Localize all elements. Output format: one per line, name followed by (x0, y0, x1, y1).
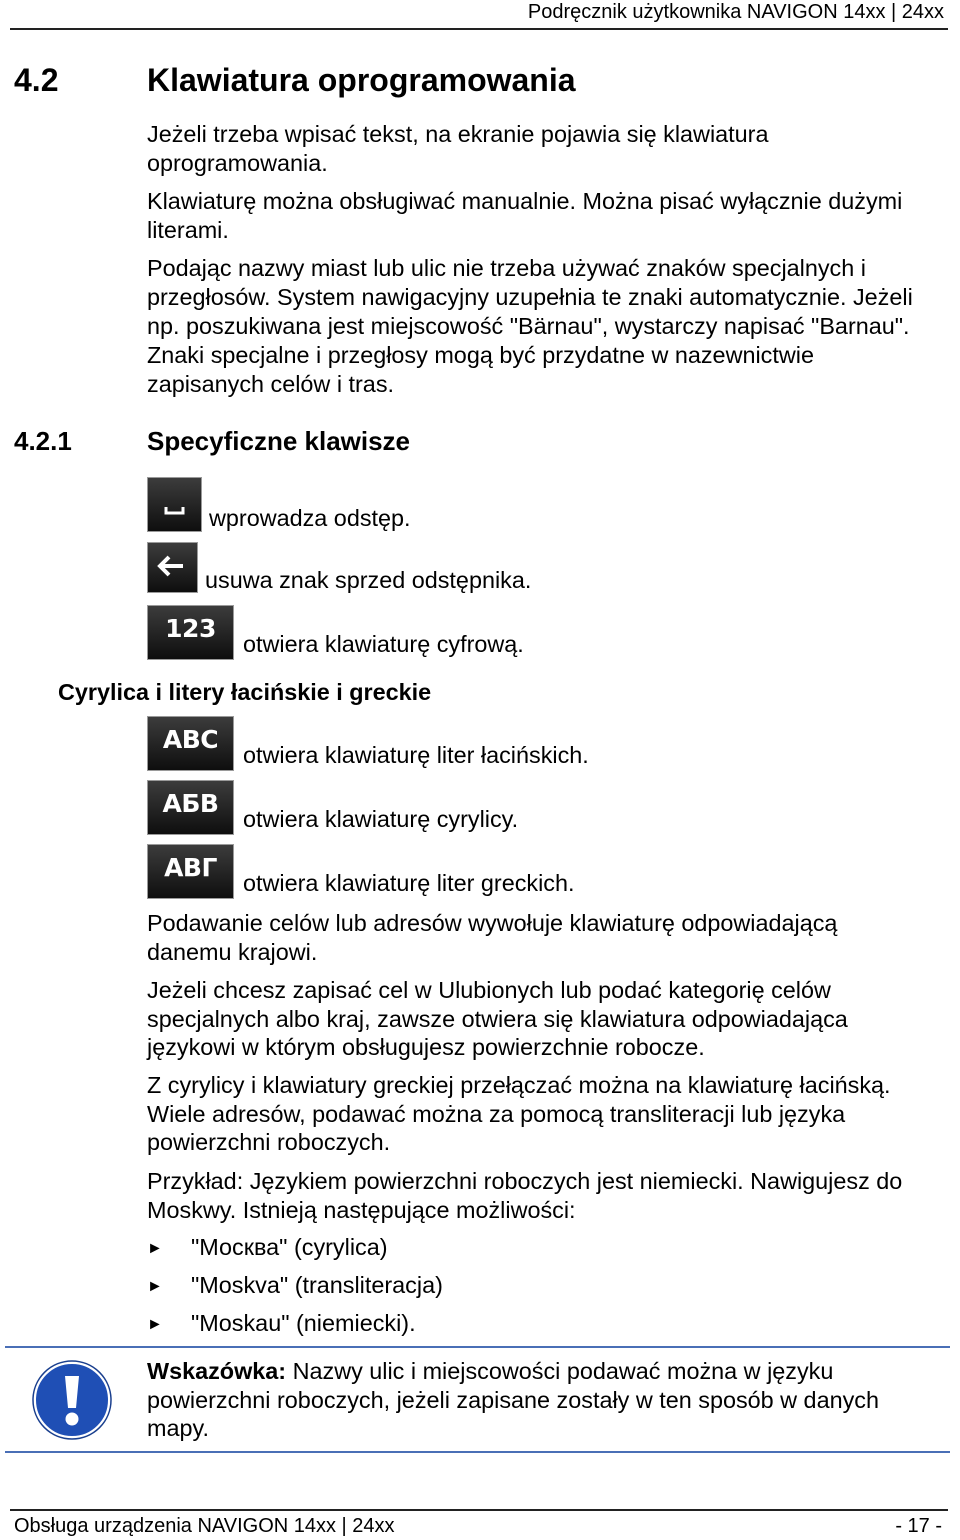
cyrillic-key-icon (147, 780, 234, 835)
note-text (147, 1357, 947, 1443)
option-item: "Moskva" (transliteracja) (191, 1272, 443, 1298)
section-number: 4.2 (14, 62, 59, 98)
note-top-rule (5, 1346, 950, 1348)
bullet-marker: ► (147, 1278, 163, 1295)
option-item: "Москва" (cyrylica) (191, 1234, 388, 1260)
alphabet-heading: Cyrylica i litery łacińskie i greckie (58, 679, 432, 705)
greek-key-icon (147, 844, 234, 899)
body-paragraph-1: Podawanie celów lub adresów wywołuje klawiaturę odpowiadającą danemu krajowi. (147, 910, 838, 965)
body-paragraph-4: Przykład: Językiem powierzchni roboczych jest niemiecki. Nawigujesz do Moskwy. Istnieją następujące możliwości: (147, 1168, 903, 1223)
footer-rule (10, 1509, 948, 1511)
latin-key-glyph: ABC (162, 725, 219, 754)
subsection-title: Specyficzne klawisze (147, 426, 411, 456)
note-bottom-rule (5, 1451, 950, 1453)
latin-key-description: otwiera klawiaturę liter łacińskich. (243, 742, 589, 768)
body-paragraph-2: Jeżeli chcesz zapisać cel w Ulubionych lub podać kategorię celów specjalnych albo kraj, zawsze otwiera się klawiatura odpowiadająca językowi w którym obsługujesz powierzchnie robocze. (147, 977, 848, 1060)
section-title: Klawiatura oprogramowania (147, 62, 576, 98)
cyrillic-key-glyph: АБВ (162, 789, 219, 818)
backspace-arrow-icon (147, 542, 198, 593)
backspace-key-icon (147, 542, 198, 593)
intro-paragraph-1: Jeżeli trzeba wpisać tekst, na ekranie pojawia się klawiatura oprogramowania. (147, 121, 769, 176)
option-item: "Moskau" (niemiecki). (191, 1310, 416, 1336)
footer-left: Obsługa urządzenia NAVIGON 14xx | 24xx (14, 1515, 395, 1537)
note-label: Wskazówka: (147, 1358, 287, 1384)
numeric-key-icon (147, 605, 234, 660)
page-number: - 17 - (895, 1515, 942, 1537)
exclamation-icon (32, 1360, 112, 1440)
intro-paragraph-3: Podając nazwy miast lub ulic nie trzeba używać znaków specjalnych i przegłosów. System nawigacyjny uzupełnia te znaki automatycznie. Jeżeli np. poszukiwana jest miejscowość "Bärnau", wystarczy napisać "Barnau". Znaki specjalne i przegłosy mogą być przydatne w nazewnictwie zapisanych celów i tras. (147, 255, 913, 397)
numeric-key-description: otwiera klawiaturę cyfrową. (243, 631, 524, 657)
bullet-marker: ► (147, 1240, 163, 1257)
backspace-key-description: usuwa znak sprzed odstępnika. (205, 567, 532, 593)
running-header: Podręcznik użytkownika NAVIGON 14xx | 24xx (527, 1, 944, 23)
space-key-description: wprowadza odstęp. (209, 505, 411, 531)
subsection-number: 4.2.1 (14, 426, 72, 456)
bullet-marker: ► (147, 1316, 163, 1333)
intro-paragraph-2: Klawiaturę można obsługiwać manualnie. Można pisać wyłącznie dużymi literami. (147, 188, 903, 243)
header-rule (10, 28, 948, 30)
greek-key-description: otwiera klawiaturę liter greckich. (243, 870, 575, 896)
cyrillic-key-description: otwiera klawiaturę cyrylicy. (243, 806, 519, 832)
space-key-icon (147, 477, 202, 532)
note-body: Nazwy ulic i miejscowości podawać można w języku powierzchni roboczych, jeżeli zapisane zostały w ten sposób w danych mapy. (147, 1358, 879, 1441)
space-glyph-icon (147, 477, 202, 532)
body-paragraph-3: Z cyrylicy i klawiatury greckiej przełączać można na klawiaturę łacińską. Wiele adresów, podawać można za pomocą transliteracji lub języka powierzchni roboczych. (147, 1072, 891, 1155)
greek-key-glyph: ΑΒΓ (164, 853, 217, 882)
latin-key-icon (147, 716, 234, 771)
numeric-key-glyph: 123 (165, 614, 216, 643)
